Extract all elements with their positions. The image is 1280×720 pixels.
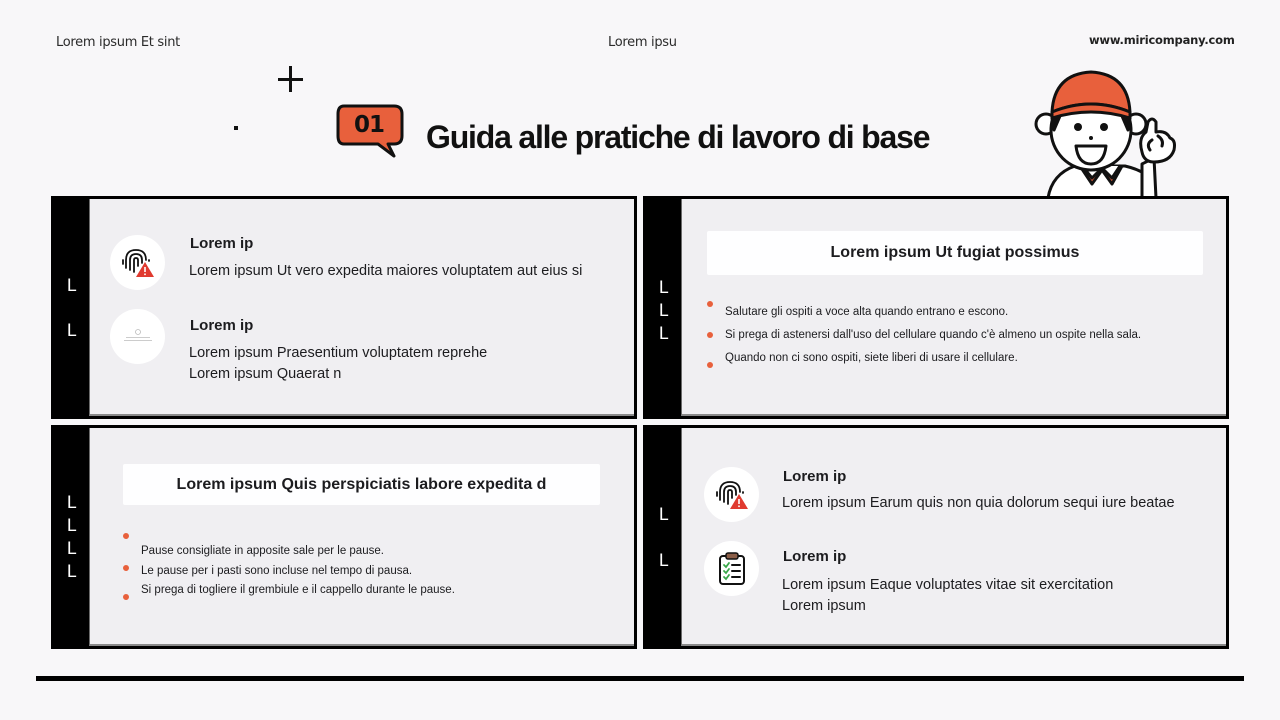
side-mark: L xyxy=(658,505,669,525)
item-title: Lorem ip xyxy=(190,317,254,334)
card-heading: Lorem ipsum Quis perspiciatis labore expedita d xyxy=(123,464,600,505)
card-content xyxy=(89,199,634,416)
card-bottom-right xyxy=(643,425,1229,649)
clipboard-checklist-icon xyxy=(704,541,759,596)
bullet-list xyxy=(707,301,1141,370)
side-mark: L xyxy=(66,562,77,582)
item-text: Lorem ipsum Praesentium voluptatem reprehe xyxy=(189,345,488,361)
card-content xyxy=(89,428,634,646)
list-item xyxy=(707,347,1141,370)
side-mark: L xyxy=(66,539,77,559)
bullet-text: Le pause per i pasti sono incluse nel tempo di pausa. xyxy=(141,565,413,577)
dot-decoration xyxy=(234,126,238,130)
bullet-text: Si prega di astenersi dall'uso del cellulare quando c'è almeno un ospite nella sala. xyxy=(725,329,1142,341)
bullet-text: Salutare gli ospiti a voce alta quando entrano e escono. xyxy=(725,306,1009,318)
list-item xyxy=(123,558,455,579)
item-title: Lorem ip xyxy=(190,235,254,252)
fingerprint-warning-icon xyxy=(110,235,165,290)
card-content xyxy=(681,428,1226,646)
side-marks xyxy=(646,277,681,346)
side-mark: L xyxy=(658,324,669,344)
bullet-dot-icon xyxy=(707,332,713,338)
item-title: Lorem ip xyxy=(783,468,847,485)
company-url[interactable]: www.miricompany.com xyxy=(1089,33,1235,47)
side-marks xyxy=(54,492,89,584)
side-mark: L xyxy=(66,276,77,296)
item-text: Lorem ipsum xyxy=(782,598,866,614)
card-top-left xyxy=(51,196,637,419)
bullet-dot-icon xyxy=(123,533,129,539)
bullet-text: Quando non ci sono ospiti, siete liberi di usare il cellulare. xyxy=(725,352,1018,364)
side-mark: L xyxy=(66,493,77,513)
card-bottom-left xyxy=(51,425,637,649)
fingerprint-warning-icon xyxy=(704,467,759,522)
list-item xyxy=(123,579,455,602)
list-item xyxy=(123,535,455,558)
side-mark: L xyxy=(66,516,77,536)
faded-logo-icon xyxy=(110,309,165,364)
bullet-dot-icon xyxy=(123,594,129,600)
bullet-text: Pause consigliate in apposite sale per le pause. xyxy=(141,545,384,557)
header-center-text: Lorem ipsu xyxy=(608,35,677,50)
bullet-text: Si prega di togliere il grembiule e il cappello durante le pause. xyxy=(141,584,455,596)
bullet-dot-icon xyxy=(707,301,713,307)
section-number-badge xyxy=(336,104,404,158)
item-title: Lorem ip xyxy=(783,548,847,565)
item-text: Lorem ipsum Earum quis non quia dolorum sequi iure beatae xyxy=(782,495,1175,511)
bullet-dot-icon xyxy=(707,362,713,368)
footer-divider xyxy=(36,676,1244,681)
side-mark: L xyxy=(658,551,669,571)
side-mark: L xyxy=(66,321,77,341)
list-item xyxy=(707,301,1141,324)
item-text: Lorem ipsum Quaerat n xyxy=(189,366,342,382)
plus-decoration-icon xyxy=(277,64,304,94)
bullet-list xyxy=(123,535,455,602)
bullet-dot-icon xyxy=(123,565,129,571)
card-top-right xyxy=(643,196,1229,419)
item-text: Lorem ipsum Ut vero expedita maiores voluptatem aut eius si xyxy=(189,263,583,279)
page-title: Guida alle pratiche di lavoro di base xyxy=(426,119,930,155)
item-text: Lorem ipsum Eaque voluptates vitae sit exercitation xyxy=(782,577,1114,593)
side-mark: L xyxy=(658,301,669,321)
mascot-worker-illustration xyxy=(1030,66,1190,198)
card-heading: Lorem ipsum Ut fugiat possimus xyxy=(707,231,1203,275)
list-item xyxy=(707,324,1141,347)
side-marks xyxy=(646,504,681,573)
side-mark: L xyxy=(658,278,669,298)
section-number: 01 xyxy=(353,112,384,138)
card-content xyxy=(681,199,1226,416)
header-left-text: Lorem ipsum Et sint xyxy=(56,35,180,50)
side-marks xyxy=(54,275,89,343)
